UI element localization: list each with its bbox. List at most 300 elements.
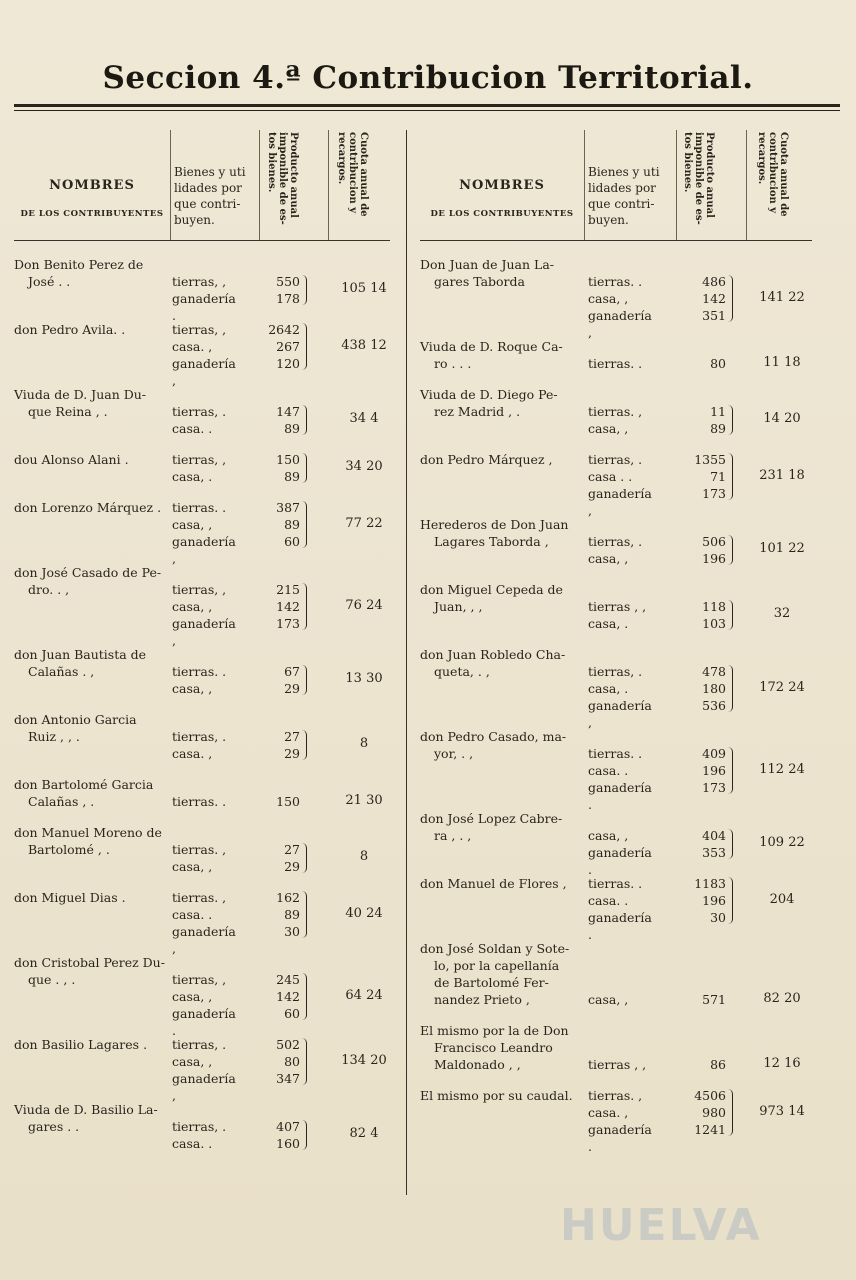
contributor-name-line: gares Taborda — [434, 274, 525, 289]
cuota-value: 13 30 — [345, 671, 383, 686]
contributor-name-line: de Bartolomé Fer- — [434, 975, 549, 990]
contributor-name-line: rez Madrid , . — [434, 404, 521, 419]
property-type: tierras, . — [172, 1037, 227, 1052]
producto-value: 71 — [710, 469, 726, 484]
contributor-name — [14, 711, 174, 745]
contributor-name-line: Viuda de D. Juan Du- — [14, 387, 147, 402]
property-type: tierras, . — [588, 664, 643, 679]
cuota-value: 34 4 — [349, 411, 379, 426]
contributor-name-line: don Juan Robledo Cha- — [420, 647, 566, 662]
property-type: tierras, . — [172, 1119, 227, 1134]
cuota-value: 11 18 — [763, 354, 801, 370]
contributor-entry — [14, 256, 394, 321]
grouping-brace — [302, 323, 307, 370]
property-type: ganadería , — [172, 924, 236, 956]
contributor-name — [14, 954, 174, 988]
contributor-name-line: gares . . — [28, 1119, 80, 1134]
contributor-name-line: don Cristobal Perez Du- — [14, 955, 165, 970]
property-type: tierras, , — [172, 582, 227, 597]
grouping-brace — [302, 275, 307, 305]
cuota-value: 231 18 — [759, 467, 805, 483]
contributor-name — [14, 889, 174, 906]
property-type: tierras , , — [588, 599, 647, 614]
property-type: tierras, . — [172, 404, 227, 419]
grouping-brace — [302, 665, 307, 695]
contributor-name-line: nandez Prieto , — [434, 992, 530, 1007]
producto-value: 89 — [284, 907, 300, 922]
producto-value: 11 — [710, 404, 726, 419]
names-header-sub: DE LOS CONTRIBUYENTES — [20, 209, 164, 219]
producto-value: 980 — [702, 1105, 726, 1120]
producto-value: 80 — [710, 356, 726, 371]
property-type: tierras. . — [172, 664, 227, 679]
producto-value: 173 — [276, 616, 300, 631]
property-type: casa, , — [588, 992, 629, 1007]
property-type: casa. , — [588, 1105, 629, 1120]
producto-value: 267 — [276, 339, 300, 354]
property-type: tierras, , — [172, 274, 227, 289]
property-type: ganadería . — [588, 845, 652, 877]
contributor-name-line: Lagares Taborda , — [434, 534, 549, 549]
producto-value: 409 — [702, 746, 726, 761]
property-type: tierras. , — [172, 842, 227, 857]
title-rule-top — [14, 104, 840, 107]
producto-value: 29 — [284, 746, 300, 761]
contributor-name-line: Viuda de D. Diego Pe- — [420, 387, 558, 402]
producto-value: 180 — [702, 681, 726, 696]
contributor-entry — [420, 810, 812, 875]
producto-value: 347 — [276, 1071, 300, 1086]
grouping-brace — [302, 405, 307, 435]
producto-value: 196 — [702, 893, 726, 908]
contributor-entry — [420, 256, 812, 338]
producto-value: 60 — [284, 1006, 300, 1021]
grouping-brace — [302, 1038, 307, 1085]
contributor-name-line: El mismo por su caudal. — [420, 1088, 573, 1103]
names-header — [14, 178, 170, 219]
contributor-name — [14, 451, 174, 468]
property-type: ganadería . — [588, 910, 652, 942]
cuota-value: 8 — [359, 849, 369, 864]
names-header-title: NOMBRES — [459, 178, 545, 193]
contributor-entry — [420, 1087, 812, 1152]
contributor-name-line: Juan, , , — [434, 599, 483, 614]
right-header — [420, 120, 812, 242]
cuota-value: 172 24 — [759, 679, 805, 695]
property-type: casa, , — [588, 551, 629, 566]
property-type: casa. . — [172, 907, 213, 922]
contributor-name — [14, 386, 174, 420]
contributor-name — [14, 321, 174, 338]
cuota-value: 40 24 — [345, 905, 383, 921]
contributor-name — [420, 581, 590, 615]
producto-value: 1241 — [694, 1122, 726, 1137]
contributor-name — [420, 940, 590, 1008]
contributor-name — [420, 516, 590, 550]
contributor-name-line: don Manuel Moreno de — [14, 825, 162, 840]
property-type: casa, , — [172, 599, 213, 614]
producto-value: 147 — [276, 404, 300, 419]
grouping-brace — [302, 453, 307, 483]
contributor-name-line: don Antonio Garcia — [14, 712, 137, 727]
producto-value: 29 — [284, 859, 300, 874]
header-col-sep — [328, 130, 329, 240]
property-type: casa. . — [588, 893, 629, 908]
producto-header: Producto anual imponible de es- tos bienes. — [266, 132, 299, 225]
producto-value: 89 — [710, 421, 726, 436]
contributor-entry — [420, 875, 812, 940]
property-type: tierras. . — [588, 356, 643, 371]
property-type: ganadería . — [172, 291, 236, 323]
cuota-value: 109 22 — [759, 835, 805, 850]
cuota-value: 973 14 — [759, 1103, 805, 1119]
property-type: casa, . — [588, 681, 629, 696]
left-entries — [14, 256, 394, 1166]
names-header-title: NOMBRES — [49, 178, 135, 193]
contributor-name — [14, 776, 174, 810]
contributor-entry — [420, 386, 812, 451]
grouping-brace — [728, 1089, 733, 1136]
grouping-brace — [728, 877, 733, 924]
producto-value: 502 — [276, 1037, 300, 1052]
contributor-name-line: don Manuel de Flores , — [420, 876, 567, 891]
property-type: tierras. , — [588, 404, 643, 419]
bienes-header: Bienes y uti lidades por que contri- buyen. — [174, 165, 246, 227]
property-type: casa, . — [172, 469, 213, 484]
property-type: casa, , — [172, 859, 213, 874]
contributor-name-line: don Miguel Cepeda de — [420, 582, 563, 597]
contributor-name-line: Herederos de Don Juan — [420, 517, 569, 532]
property-type: casa. . — [172, 1136, 213, 1151]
contributor-name — [420, 1087, 590, 1104]
cuota-value: 82 4 — [349, 1126, 379, 1141]
grouping-brace — [302, 973, 307, 1020]
contributor-name-line: que Reina , . — [28, 404, 108, 419]
contributor-entry — [14, 711, 394, 776]
producto-value: 506 — [702, 534, 726, 549]
property-type: casa, , — [588, 291, 629, 306]
page-title: Seccion 4.ª Contribucion Territorial. — [102, 60, 754, 96]
producto-value: 196 — [702, 763, 726, 778]
property-type: ganadería , — [588, 698, 652, 730]
producto-value: 67 — [284, 664, 300, 679]
producto-value: 103 — [702, 616, 726, 631]
header-col-sep — [746, 130, 747, 240]
header-col-sep — [170, 130, 171, 240]
header-rule — [14, 240, 390, 241]
cuota-value: 204 — [769, 891, 795, 907]
contributor-entry — [14, 646, 394, 711]
cuota-value: 64 24 — [345, 987, 383, 1003]
grouping-brace — [728, 405, 733, 435]
cuota-value: 112 24 — [759, 761, 805, 777]
contributor-entry — [14, 451, 394, 499]
contributor-name-line: dou Alonso Alani . — [14, 452, 129, 467]
property-type: casa . . — [588, 469, 633, 484]
contributor-name-line: Calañas . , — [28, 664, 95, 679]
contributor-name-line: Viuda de D. Basilio La- — [14, 1102, 158, 1117]
producto-value: 160 — [276, 1136, 300, 1151]
grouping-brace — [728, 600, 733, 630]
grouping-brace — [302, 501, 307, 548]
contributor-name-line: don Bartolomé Garcia — [14, 777, 154, 792]
contributor-entry — [420, 451, 812, 516]
property-type: tierras. , — [172, 890, 227, 905]
contributor-name-line: queta, . , — [434, 664, 490, 679]
contributor-name-line: dro. . , — [28, 582, 70, 597]
producto-value: 30 — [284, 924, 300, 939]
producto-value: 550 — [276, 274, 300, 289]
producto-value: 86 — [710, 1057, 726, 1072]
contributor-entry — [420, 940, 812, 1022]
property-type: casa, , — [172, 989, 213, 1004]
contributor-name-line: don Juan Bautista de — [14, 647, 147, 662]
contributor-name-line: ra , . , — [434, 828, 472, 843]
producto-value: 1183 — [694, 876, 726, 891]
producto-value: 162 — [276, 890, 300, 905]
producto-value: 404 — [702, 828, 726, 843]
producto-value: 150 — [276, 794, 300, 809]
producto-value: 351 — [702, 308, 726, 323]
header-rule — [420, 240, 812, 241]
producto-value: 89 — [284, 469, 300, 484]
cuota-value: 141 22 — [759, 289, 805, 305]
left-column — [14, 120, 394, 1166]
cuota-value: 21 30 — [345, 792, 383, 808]
contributor-name — [420, 646, 590, 680]
grouping-brace — [728, 535, 733, 565]
contributor-name — [420, 810, 590, 844]
contributor-entry — [420, 581, 812, 646]
producto-value: 571 — [702, 992, 726, 1007]
property-type: tierras. , — [588, 1088, 643, 1103]
producto-value: 178 — [276, 291, 300, 306]
names-header-sub: DE LOS CONTRIBUYENTES — [430, 209, 574, 219]
property-type: casa. , — [172, 339, 213, 354]
contributor-name-line: Calañas , . — [28, 794, 95, 809]
producto-value: 150 — [276, 452, 300, 467]
contributor-entry — [14, 499, 394, 564]
producto-value: 80 — [284, 1054, 300, 1069]
grouping-brace — [302, 1120, 307, 1150]
cuota-value: 12 16 — [763, 1055, 801, 1071]
property-type: tierras, , — [172, 452, 227, 467]
contributor-name — [420, 451, 590, 468]
producto-value: 387 — [276, 500, 300, 515]
contributor-name-line: ro . . . — [434, 356, 472, 371]
property-type: casa. . — [588, 763, 629, 778]
producto-value: 27 — [284, 842, 300, 857]
contributor-name — [14, 499, 174, 516]
contributor-name — [420, 256, 590, 290]
property-type: tierras. . — [172, 794, 227, 809]
right-column — [420, 120, 812, 1152]
producto-value: 29 — [284, 681, 300, 696]
contributor-name-line: Bartolomé , . — [28, 842, 110, 857]
producto-value: 60 — [284, 534, 300, 549]
contributor-name-line: don José Casado de Pe- — [14, 565, 162, 580]
producto-value: 1355 — [694, 452, 726, 467]
bienes-header: Bienes y uti lidades por que contri- buyen. — [588, 165, 660, 227]
property-type: tierras, . — [588, 534, 643, 549]
producto-value: 118 — [702, 599, 726, 614]
producto-value: 486 — [702, 274, 726, 289]
contributor-entry — [14, 1101, 394, 1166]
property-type: tierras. . — [588, 746, 643, 761]
contributor-entry — [420, 516, 812, 581]
property-type: tierras, , — [172, 322, 227, 337]
contributor-name-line: don José Lopez Cabre- — [420, 811, 563, 826]
producto-value: 407 — [276, 1119, 300, 1134]
cuota-value: 101 22 — [759, 541, 805, 556]
contributor-entry — [14, 321, 394, 386]
cuota-value: 77 22 — [345, 515, 383, 531]
cuota-header: Cuota anual de contribucion y recargos. — [756, 132, 789, 217]
property-type: ganadería . — [588, 1122, 652, 1154]
property-type: casa. , — [172, 746, 213, 761]
grouping-brace — [728, 275, 733, 322]
contributor-entry — [420, 646, 812, 728]
cuota-value: 8 — [359, 736, 369, 751]
producto-value: 89 — [284, 421, 300, 436]
contributor-name-line: Maldonado , , — [434, 1057, 521, 1072]
contributor-entry — [420, 338, 812, 386]
watermark-logo: HUELVA — [560, 1200, 762, 1251]
contributor-entry — [14, 889, 394, 954]
producto-value: 173 — [702, 780, 726, 795]
cuota-value: 438 12 — [341, 337, 387, 353]
contributor-entry — [420, 728, 812, 810]
contributor-name — [420, 1022, 590, 1073]
column-divider — [406, 130, 407, 1195]
contributor-name-line: don Lorenzo Márquez . — [14, 500, 162, 515]
contributor-name — [420, 875, 590, 892]
grouping-brace — [728, 453, 733, 500]
header-col-sep — [676, 130, 677, 240]
producto-value: 27 — [284, 729, 300, 744]
contributor-entry — [14, 776, 394, 824]
contributor-entry — [14, 824, 394, 889]
property-type: casa, , — [172, 517, 213, 532]
property-type: tierras , , — [588, 1057, 647, 1072]
contributor-name-line: Ruiz , , . — [28, 729, 80, 744]
property-type: casa. . — [172, 421, 213, 436]
property-type: tierras. . — [172, 500, 227, 515]
contributor-name-line: yor, . , — [434, 746, 474, 761]
contributor-name-line: Francisco Leandro — [434, 1040, 553, 1055]
property-type: casa, , — [172, 1054, 213, 1069]
grouping-brace — [728, 665, 733, 712]
contributor-name-line: don Pedro Márquez , — [420, 452, 553, 467]
contributor-entry — [14, 1036, 394, 1101]
header-col-sep — [584, 130, 585, 240]
property-type: ganadería , — [172, 1071, 236, 1103]
grouping-brace — [302, 891, 307, 938]
contributor-name — [420, 728, 590, 762]
left-header — [14, 120, 394, 242]
contributor-name — [14, 646, 174, 680]
contributor-name — [14, 256, 174, 290]
contributor-name-line: lo, por la capellanía — [434, 958, 560, 973]
cuota-value: 82 20 — [763, 990, 801, 1006]
property-type: tierras. . — [588, 274, 643, 289]
grouping-brace — [302, 730, 307, 760]
producto-value: 536 — [702, 698, 726, 713]
contributor-name-line: don Pedro Avila. . — [14, 322, 126, 337]
cuota-value: 76 24 — [345, 597, 383, 613]
names-header — [420, 178, 584, 219]
cuota-value: 32 — [773, 606, 791, 621]
grouping-brace — [728, 829, 733, 859]
contributor-name — [420, 386, 590, 420]
producto-value: 120 — [276, 356, 300, 371]
property-type: casa, , — [588, 828, 629, 843]
title-rule-bottom — [14, 110, 840, 111]
contributor-name-line: don Basilio Lagares . — [14, 1037, 148, 1052]
contributor-entry — [14, 954, 394, 1036]
cuota-value: 105 14 — [341, 281, 387, 296]
producto-value: 142 — [276, 599, 300, 614]
contributor-name — [14, 1036, 174, 1053]
property-type: tierras, . — [588, 452, 643, 467]
grouping-brace — [302, 843, 307, 873]
producto-header: Producto anual imponible de es- tos bienes. — [682, 132, 715, 225]
contributor-entry — [14, 564, 394, 646]
contributor-name-line: Don Benito Perez de — [14, 257, 144, 272]
producto-value: 4506 — [694, 1088, 726, 1103]
producto-value: 478 — [702, 664, 726, 679]
property-type: tierras, , — [172, 972, 227, 987]
contributor-name-line: don José Soldan y Sote- — [420, 941, 570, 956]
contributor-name-line: don Miguel Dias . — [14, 890, 126, 905]
contributor-name-line: El mismo por la de Don — [420, 1023, 569, 1038]
cuota-value: 14 20 — [763, 411, 801, 426]
cuota-header: Cuota anual de contribucion y recargos. — [336, 132, 369, 217]
contributor-name-line: que . , . — [28, 972, 76, 987]
property-type: tierras, . — [172, 729, 227, 744]
contributor-name — [14, 1101, 174, 1135]
contributor-name-line: Viuda de D. Roque Ca- — [420, 339, 563, 354]
property-type: casa, , — [172, 681, 213, 696]
producto-value: 2642 — [268, 322, 300, 337]
producto-value: 173 — [702, 486, 726, 501]
contributor-entry — [14, 386, 394, 451]
cuota-value: 134 20 — [341, 1052, 387, 1068]
contributor-name-line: José . . — [28, 274, 71, 289]
contributor-name — [14, 824, 174, 858]
grouping-brace — [728, 747, 733, 794]
property-type: tierras. . — [588, 876, 643, 891]
property-type: casa, . — [588, 616, 629, 631]
property-type: ganadería . — [588, 780, 652, 812]
cuota-value: 34 20 — [345, 459, 383, 474]
property-type: ganadería , — [172, 534, 236, 566]
producto-value: 30 — [710, 910, 726, 925]
producto-value: 353 — [702, 845, 726, 860]
producto-value: 196 — [702, 551, 726, 566]
contributor-entry — [420, 1022, 812, 1087]
grouping-brace — [302, 583, 307, 630]
property-type: ganadería . — [172, 1006, 236, 1038]
header-col-sep — [259, 130, 260, 240]
right-entries — [420, 256, 812, 1152]
producto-value: 142 — [276, 989, 300, 1004]
property-type: ganadería , — [588, 308, 652, 340]
property-type: ganadería , — [172, 356, 236, 388]
contributor-name — [420, 338, 590, 372]
property-type: casa, , — [588, 421, 629, 436]
producto-value: 89 — [284, 517, 300, 532]
